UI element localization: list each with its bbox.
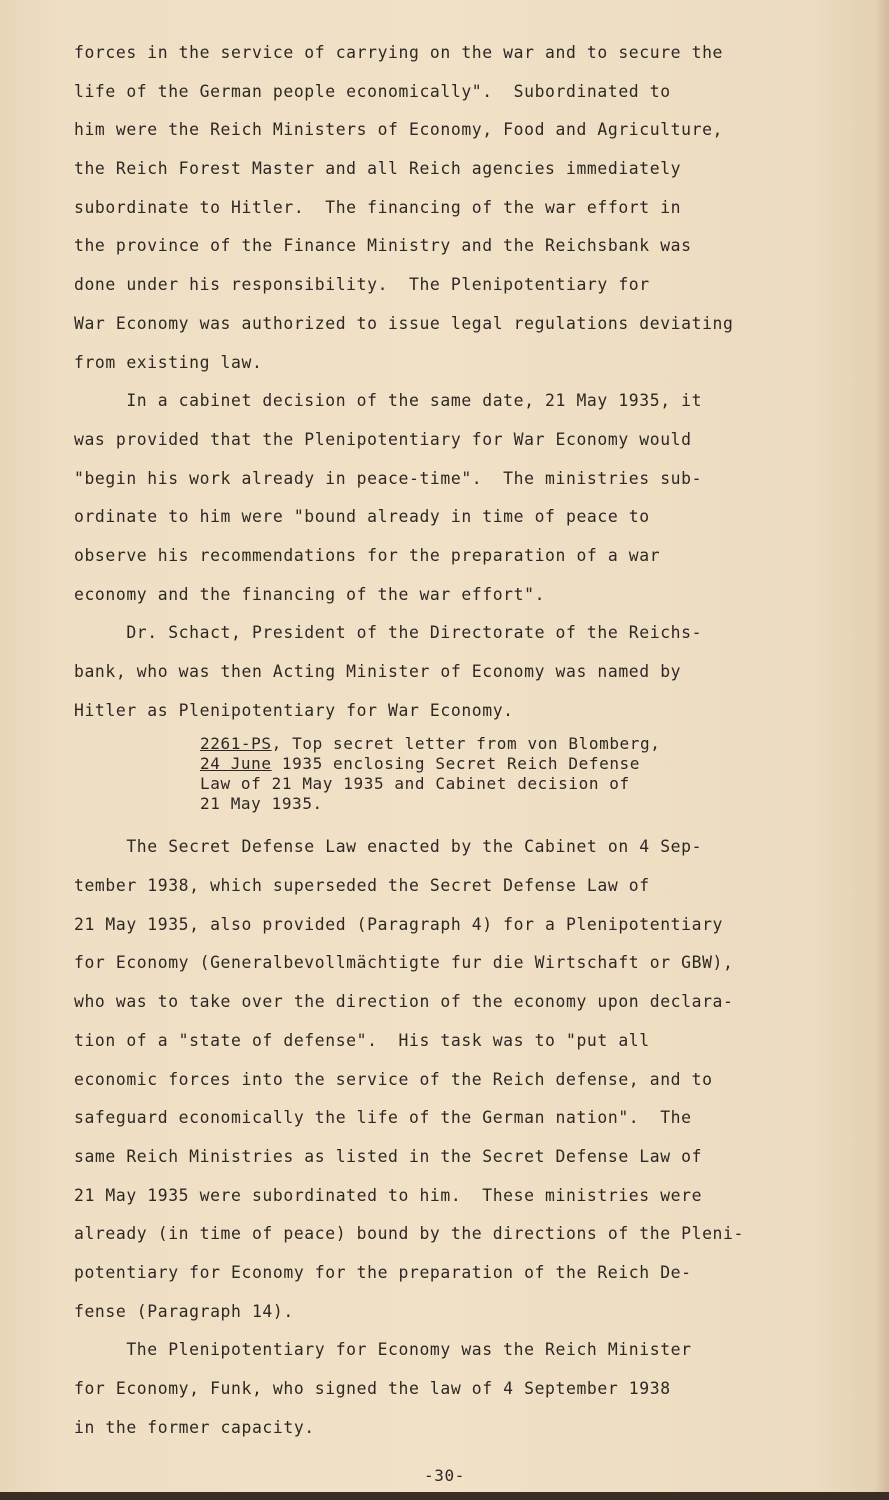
text-line: the Reich Forest Master and all Reich agencies immediately [74, 159, 682, 179]
text-line: safeguard economically the life of the German nation". The [74, 1108, 692, 1128]
paragraph-2 [74, 382, 834, 614]
page-bottom-edge [0, 1492, 889, 1500]
text-line: in the former capacity. [74, 1417, 315, 1437]
text-line: The Secret Defense Law enacted by the Cabinet on 4 Sep- [74, 837, 703, 857]
text-line: ordinate to him were "bound already in time of peace to [74, 507, 650, 527]
text-line: observe his recommendations for the preparation of a war [74, 545, 661, 565]
paragraph-3 [74, 614, 834, 730]
text-line: bank, who was then Acting Minister of Economy was named by [74, 662, 682, 681]
text-line: from existing law. [74, 352, 263, 372]
text-line: subordinate to Hitler. The financing of the war effort in [74, 197, 682, 217]
text-line: 21 May 1935 were subordinated to him. These ministries were [74, 1185, 703, 1205]
text-line: same Reich Ministries as listed in the Secret Defense Law of [74, 1146, 703, 1166]
text-line: who was to take over the direction of the economy upon declara- [74, 992, 734, 1012]
citation-line: 21 May 1935. [200, 794, 323, 814]
document-body [74, 34, 834, 1447]
text-line: In a cabinet decision of the same date, 21 May 1935, it [74, 391, 703, 411]
text-line: economic forces into the service of the Reich defense, and to [74, 1069, 713, 1089]
page-edge-shadow [875, 0, 889, 1500]
text-line: potentiary for Economy for the preparation of the Reich De- [74, 1262, 692, 1282]
citation-text: , Top secret letter from von Blomberg, [271, 734, 661, 754]
text-line: tion of a "state of defense". His task was to "put all [74, 1030, 650, 1050]
text-line: War Economy was authorized to issue legal regulations deviating [74, 313, 734, 333]
text-line: tember 1938, which superseded the Secret Defense Law of [74, 876, 650, 896]
text-line: the province of the Finance Ministry and the Reichsbank was [74, 236, 692, 256]
text-line: him were the Reich Ministers of Economy, Food and Agriculture, [74, 120, 724, 140]
citation-date: 24 June [200, 754, 272, 774]
paragraph-1 [74, 34, 834, 382]
text-line: The Plenipotentiary for Economy was the Reich Minister [74, 1340, 692, 1360]
paragraph-5 [74, 1331, 834, 1447]
text-line: for Economy (Generalbevollmächtigte fur die Wirtschaft or GBW), [74, 953, 734, 973]
text-line: Hitler as Plenipotentiary for War Economy. [74, 700, 514, 720]
page-number: -30- [424, 1466, 465, 1485]
document-reference: 2261-PS [200, 734, 272, 754]
text-line: for Economy, Funk, who signed the law of 4 September 1938 [74, 1379, 671, 1398]
citation-text: 1935 enclosing Secret Reich Defense [271, 754, 641, 774]
text-line: forces in the service of carrying on the war and to secure the [74, 43, 724, 62]
citation-line [200, 734, 834, 754]
text-line: fense (Paragraph 14). [74, 1301, 294, 1321]
citation-block [200, 734, 834, 814]
text-line: 21 May 1935, also provided (Paragraph 4) for a Plenipotentiary [74, 914, 724, 934]
text-line: was provided that the Plenipotentiary for War Economy would [74, 429, 692, 449]
citation-line: Law of 21 May 1935 and Cabinet decision of [200, 774, 630, 794]
text-line: already (in time of peace) bound by the directions of the Pleni- [74, 1224, 744, 1244]
text-line: Dr. Schact, President of the Directorate of the Reichs- [74, 623, 703, 643]
text-line: done under his responsibility. The Plenipotentiary for [74, 275, 650, 295]
citation-line [200, 754, 834, 774]
paragraph-4 [74, 828, 834, 1331]
text-line: "begin his work already in peace-time". The ministries sub- [74, 468, 703, 488]
text-line: economy and the financing of the war effort". [74, 584, 546, 604]
text-line: life of the German people economically". Subordinated to [74, 81, 671, 101]
